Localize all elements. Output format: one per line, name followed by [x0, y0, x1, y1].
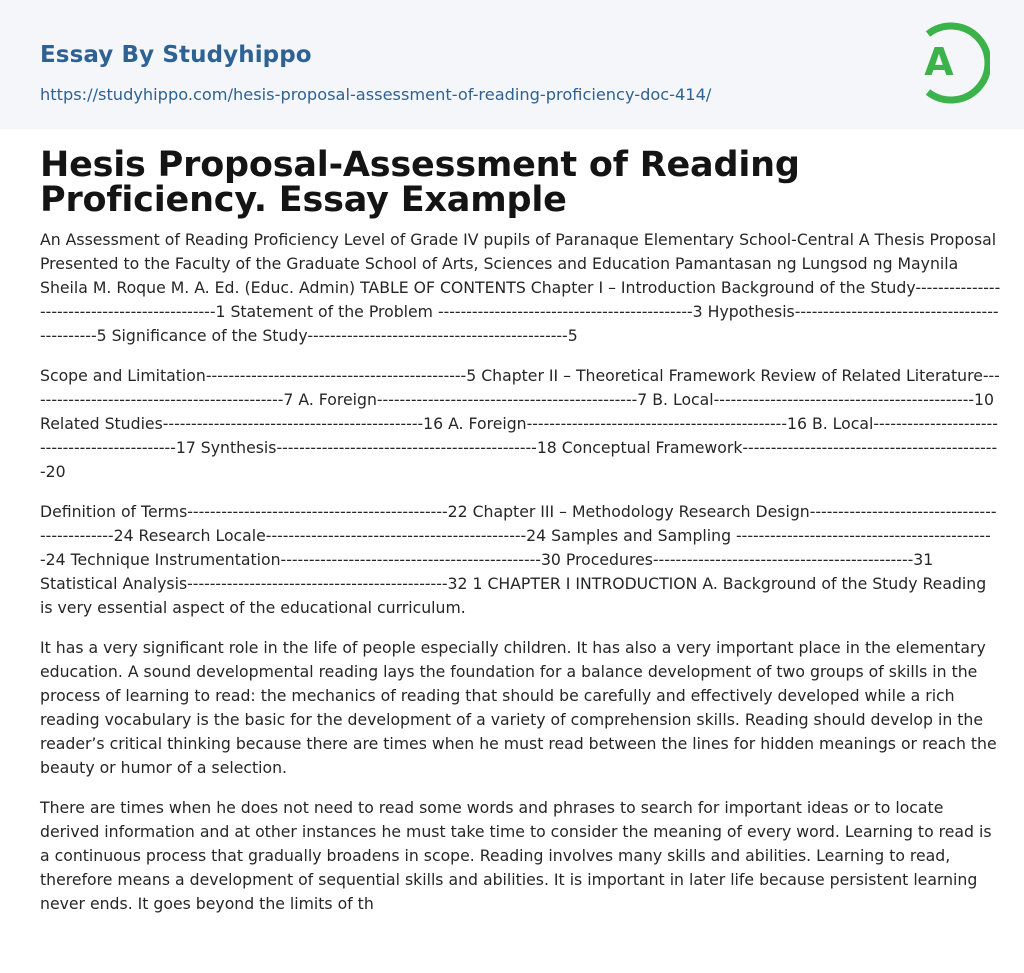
- page-title: Hesis Proposal-Assessment of Reading Proficiency. Essay Example: [40, 145, 800, 220]
- article-paragraph: Scope and Limitation----------------------------------------------5 Chapter II – Theoretical Framework Review of Related Literature----------------------------------------------7 A. Foreign----------------------------------------------7 B. Local----------------------------------------------10 Related Studies----------------------------------------------16 A. Foreign----------------------------------------------16 B. Local----------------------------------------------17 Synthesis----------------------------------------------18 Conceptual Framework----------------------------------------------20: [40, 366, 1000, 481]
- article-paragraph: Definition of Terms----------------------------------------------22 Chapter III – Methodology Research Design----------------------------------------------24 Research Locale----------------------------------------------24 Samples and Sampling ----------------------------------------------24 Technique Instrumentation----------------------------------------------30 Procedures----------------------------------------------31 Statistical Analysis----------------------------------------------32 1 CHAPTER I INTRODUCTION A. Background of the Study Reading is very essential aspect of the educational curriculum.: [40, 502, 997, 617]
- article-paragraph: There are times when he does not need to read some words and phrases to search for important ideas or to locate derived information and at other instances he must take time to consider the meaning of every word. Learning to read is a continuous process that gradually broadens in scope. Reading involves many skills and abilities. Learning to read, therefore means a development of sequential skills and abilities. It is important in later life because persistent learning never ends. It goes beyond the limits of th: [40, 798, 992, 913]
- article-paragraph: An Assessment of Reading Proficiency Level of Grade IV pupils of Paranaque Elementary School-Central A Thesis Proposal Presented to the Faculty of the Graduate School of Arts, Sciences and Education Pamantasan ng Lungsod ng Maynila Sheila M. Roque M. A. Ed. (Educ. Admin) TABLE OF CONTENTS Chapter I – Introduction Background of the Study----------------------------------------------1 Statement of the Problem ---------------------------------------------3 Hypothesis----------------------------------------------5 Significance of the Study----------------------------------------------5: [40, 230, 1001, 345]
- article-paragraph: It has a very significant role in the life of people especially children. It has also a very important place in the elementary education. A sound developmental reading lays the foundation for a balance development of two groups of skills in the process of learning to read: the mechanics of reading that should be carefully and effectively developed while a rich reading vocabulary is the basic for the development of a variety of comprehension skills. Reading should develop in the reader’s critical thinking because there are times when he must read between the lines for hidden meanings or reach the beauty or humor of a selection.: [40, 638, 997, 777]
- source-url-link[interactable]: https://studyhippo.com/hesis-proposal-assessment-of-reading-proficiency-doc-414/: [40, 85, 712, 104]
- site-header: [0, 0, 1024, 129]
- site-brand[interactable]: Essay By Studyhippo: [40, 42, 312, 68]
- article: [40, 145, 1002, 916]
- studyhippo-logo-icon[interactable]: [908, 17, 990, 109]
- logo-letter: A: [924, 40, 954, 84]
